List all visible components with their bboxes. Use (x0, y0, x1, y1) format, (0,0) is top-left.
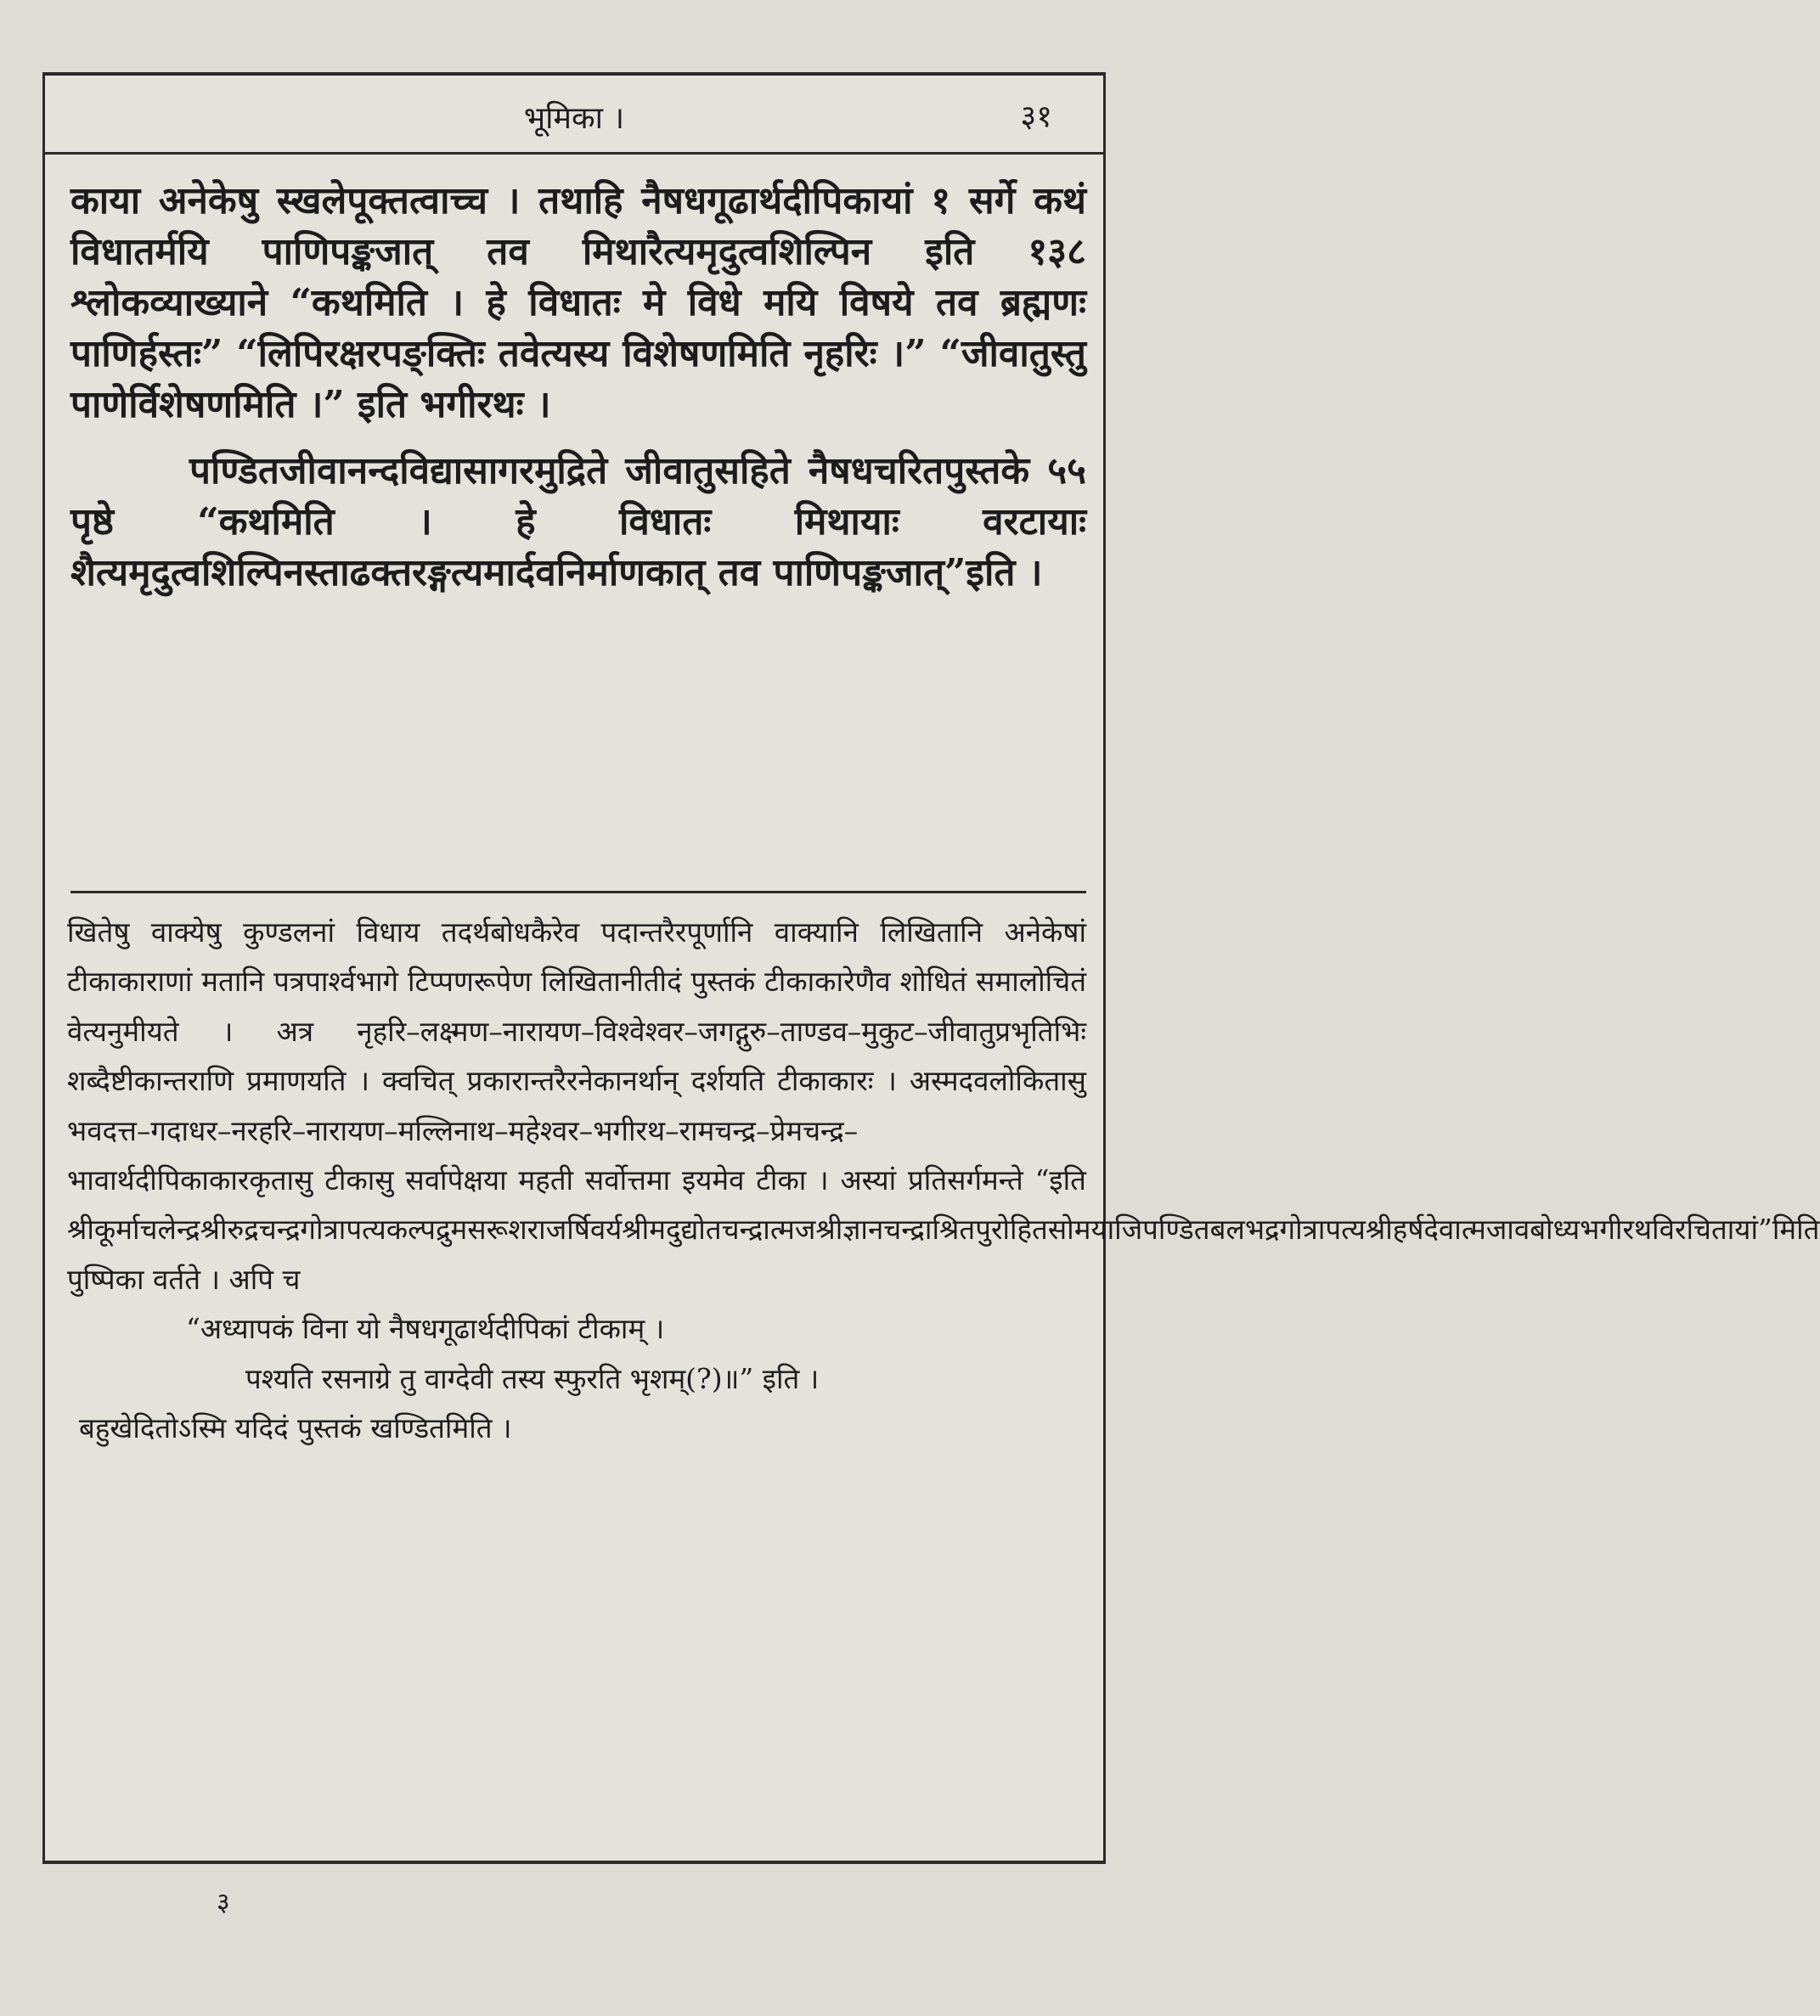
page-frame (42, 72, 1820, 1864)
footnote-paragraph: खितेषु वाक्येषु कुण्डलनां विधाय तदर्थबोधकैरेव पदान्तरैरपूर्णानि वाक्यानि लिखितानि अनेकेषां टीकाकाराणां मतानि पत्रपार्श्वभागे टिप्पणरूपेण लिखितानीतीदं पुस्तकं टीकाकारेणैव शोधितं समालोचितं वेत्यनुमीयते । अत्र नृहरि–लक्ष्मण–नारायण–विश्वेश्वर–जगद्गुरु–ताण्डव–मुकुट–जीवातुप्रभृतिभिः शब्दैष्टीकान्तराणि प्रमाणयति । क्वचित् प्रकारान्तरैरनेकानर्थान् दर्शयति टीकाकारः । अस्मदवलोकितासु भवदत्त–गदाधर–नरहरि–नारायण–मल्लिनाथ–महेश्वर–भगीरथ–रामचन्द्र–प्रेमचन्द्र–भावार्थदीपिकाकारकृतासु टीकासु सर्वापेक्षया महती सर्वोत्तमा इयमेव टीका । अस्यां प्रतिसर्गमन्ते “इति श्रीकूर्माचलेन्द्रश्रीरुद्रचन्द्रगोत्रापत्यकल्पद्रुमसरूशराजर्षिवर्यश्रीमदुद्योतचन्द्रात्मजश्रीज्ञानचन्द्राश्रितपुरोहितसोमयाजिपण्डितबलभद्रगोत्रापत्यश्रीहर्षदेवात्मजावबोध्यभगीरथविरचितायां”मिति पुष्पिका वर्तते । अपि च (67, 915, 1820, 1296)
closing-line: बहुखेदितोऽस्मि यदिदं पुस्तकं खण्डितमिति । (79, 1411, 512, 1445)
section-divider (70, 891, 1086, 893)
page-number: ३१ (1020, 99, 1052, 134)
page-header (45, 76, 1103, 155)
main-paragraph-2: पण्डितजीवानन्दविद्यासागरमुद्रिते जीवातुसहिते नैषधचरितपुस्तके ५५ पृष्ठे “कथमिति । हे विधातः मिथायाः वरटायाः शैत्यमृदुत्वशिल्पिनस्ताढक्तरङ्गत्यमार्दवनिर्माणकात् तव पाणिपङ्कजात्”इति । (70, 449, 1086, 594)
main-paragraph-1: काया अनेकेषु स्खलेपूक्तत्वाच्च । तथाहि नैषधगूढार्थदीपिकायां १ सर्गे कथं विधातर्मयि पाणिपङ्कजात् तव मिथारैत्यमृदुत्वशिल्पिन इति १३८ श्लोकव्याख्याने “कथमिति । हे विधातः मे विधे मयि विषये तव ब्रह्मणः पाणिर्हस्तः” “लिपिरक्षरपङ्क्तिः तवेत्यस्य विशेषणमिति नृहरिः ।” “जीवातुस्तु पाणेर्विशेषणमिति ।” इति भगीरथः । (70, 179, 1086, 426)
footnote-block (67, 908, 1820, 1453)
running-title: भूमिका । (523, 101, 625, 136)
verse-line-1: “अध्यापकं विना यो नैषधगूढार्थदीपिकां टीकाम् । (186, 1312, 665, 1346)
verse-line-2: पश्यति रसनाग्रे तु वाग्देवी तस्य स्फुरति भृशम्(?)॥” इति । (245, 1361, 820, 1395)
signature-mark: ३ (217, 1888, 230, 1917)
main-text-block (70, 176, 1086, 599)
